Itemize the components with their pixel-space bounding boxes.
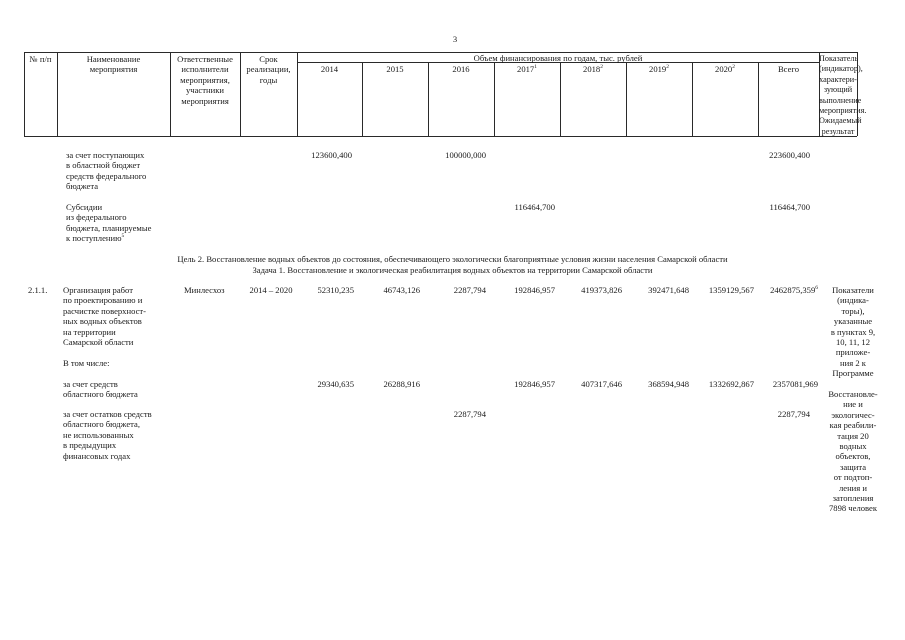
cell-2017: 192846,957 [514,285,555,295]
cell-total: 116464,700 [769,202,810,212]
cell-2019: 368594,948 [648,379,689,389]
cell-2020: 1332692,867 [708,379,754,389]
item-result: Восстановле- ние и экологичес- кая реабили- тация 20 водных объектов, защита от подтоп- ления и затопления 7898 человек [828,389,878,514]
header-year-2020: 2020$^2$ [715,64,735,74]
task-heading: Задача 1. Восстановление и экологическая реабилитация водных объектов на территории Самарской области [252,265,653,275]
item-term: 2014 – 2020 [249,285,293,295]
row-name: за счет остатков средств областного бюджета, не использованных в предыдущих финансовых годах [63,409,152,461]
item-name: Организация работ по проектированию и расчистке поверхност- ных водных объектов на территории Самарской области [63,285,147,348]
cell-2016: 100000,000 [445,150,486,160]
header-year-2015: 2015 [386,64,404,74]
cell-total: 2462875,359$^6$ [770,285,818,295]
header-term: Срок реализации, годы [246,54,291,85]
cell-total: 2357081,969 [772,379,818,389]
page-number: 3 [452,34,458,44]
item-number: 2.1.1. [28,285,48,295]
cell-total: 2287,794 [777,409,810,419]
cell-2019: 392471,648 [648,285,689,295]
header-total: Всего [777,64,800,74]
header-executor: Ответственные исполнители мероприятия, участники мероприятия [177,54,233,106]
cell-2014: 29340,635 [317,379,354,389]
header-num: № п/п [29,54,52,64]
row-name: Субсидии из федерального бюджета, планируемые к поступлению$^5$ [66,202,152,244]
header-year-2017: 2017$^1$ [517,64,537,74]
cell-total: 223600,400 [769,150,810,160]
row-name: за счет средств областного бюджета [63,379,138,400]
cell-2018: 407317,646 [581,379,622,389]
row-name: за счет поступающих в областной бюджет средств федерального бюджета [66,150,147,192]
item-executor: Минлесхоз [184,285,225,295]
including-label: В том числе: [63,358,110,368]
cell-2015: 46743,126 [383,285,420,295]
cell-2017: 116464,700 [514,202,555,212]
cell-2014: 123600,400 [311,150,352,160]
cell-2014: 52310,235 [317,285,354,295]
cell-2016: 2287,794 [453,285,486,295]
header-indicator: Показатель (индикатор), характери- зующий выполнение мероприятия. Ожидаемый результат [819,54,867,136]
header-year-2014: 2014 [320,64,339,74]
header-year-2016: 2016 [452,64,470,74]
item-indicator: Показатели (индика- торы), указанные в пунктах 9, 10, 11, 12 приложе- ния 2 к Программе [830,285,876,379]
header-finance: Объем финансирования по годам, тыс. рублей [473,53,643,63]
cell-2020: 1359129,567 [708,285,754,295]
header-year-2019: 2019$^2$ [649,64,669,74]
goal-heading: Цель 2. Восстановление водных объектов до состояния, обеспечивающего экологически благоприятные условия жизни населения Самарской области [177,254,728,264]
cell-2015: 26288,916 [383,379,420,389]
cell-2018: 419373,826 [581,285,622,295]
cell-2017: 192846,957 [514,379,555,389]
cell-2016: 2287,794 [453,409,486,419]
header-name: Наименование мероприятия [86,54,141,75]
header-year-2018: 2018$^2$ [583,64,603,74]
